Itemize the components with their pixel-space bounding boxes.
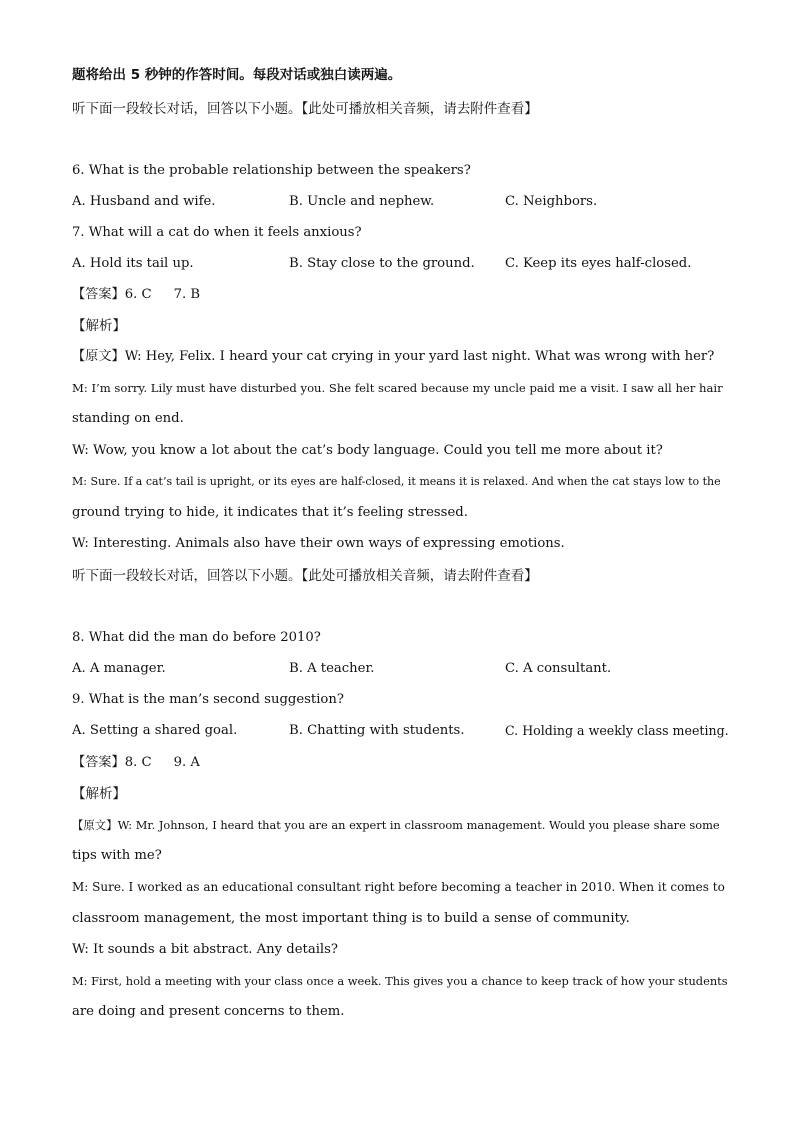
answer-label: 【答案】 <box>72 287 125 302</box>
listen-prompt-1: 听下面一段较长对话，回答以下小题。【此处可播放相关音频，请去附件查看】 <box>72 101 538 117</box>
transcript-1-line-6: ground trying to hide, it indicates that it’s feeling stressed. <box>72 505 468 520</box>
q9-option-a: A. Setting a shared goal. <box>72 723 238 738</box>
q9-option-b: B. Chatting with students. <box>289 723 465 738</box>
transcript-2-line-5: W: It sounds a bit abstract. Any details? <box>72 942 338 957</box>
answer-label: 【答案】 <box>72 755 125 770</box>
transcript-2-line-1: 【原文】W: Mr. Johnson, I heard that you are an expert in classroom management. Would you please share some <box>72 818 720 832</box>
answer-line-1 <box>72 286 200 304</box>
transcript-1-line-2: M: I’m sorry. Lily must have disturbed you. She felt scared because my uncle paid me a visit. I saw all her hair <box>72 381 723 395</box>
q8-option-c: C. A consultant. <box>505 661 612 676</box>
answer-6: 6. C <box>124 287 152 302</box>
q7-option-c: C. Keep its eyes half-closed. <box>505 256 692 271</box>
q7-option-a: A. Hold its tail up. <box>72 256 194 271</box>
transcript-1-line-3: standing on end. <box>72 411 184 426</box>
answer-8: 8. C <box>124 755 152 770</box>
listen-prompt-2: 听下面一段较长对话，回答以下小题。【此处可播放相关音频，请去附件查看】 <box>72 568 538 584</box>
answer-9: 9. A <box>173 755 200 770</box>
answer-line-2 <box>72 754 200 772</box>
original-label: 【原文】 <box>72 349 125 364</box>
q7-option-b: B. Stay close to the ground. <box>289 256 475 271</box>
q6-option-a: A. Husband and wife. <box>72 194 216 209</box>
analysis-label-2: 【解析】 <box>72 786 126 802</box>
transcript-1-line-1: 【原文】W: Hey, Felix. I heard your cat crying in your yard last night. What was wrong with her? <box>72 349 715 364</box>
q6-option-b: B. Uncle and nephew. <box>289 194 435 209</box>
transcript-1-line-7: W: Interesting. Animals also have their own ways of expressing emotions. <box>72 536 565 551</box>
question-8: 8. What did the man do before 2010? <box>72 630 321 645</box>
transcript-1-line-4: W: Wow, you know a lot about the cat’s body language. Could you tell me more about it? <box>72 443 663 458</box>
question-9: 9. What is the man’s second suggestion? <box>72 692 344 707</box>
q9-option-c: C. Holding a weekly class meeting. <box>505 723 729 738</box>
transcript-2-line-3: M: Sure. I worked as an educational consultant right before becoming a teacher in 2010. When it comes to <box>72 880 725 894</box>
q8-option-a: A. A manager. <box>72 661 166 676</box>
question-6: 6. What is the probable relationship between the speakers? <box>72 163 471 178</box>
original-label: 【原文】 <box>72 818 118 832</box>
exam-instruction: 题将给出 5 秒钟的作答时间。每段对话或独白读两遍。 <box>72 67 402 83</box>
answer-7: 7. B <box>173 287 201 302</box>
question-7: 7. What will a cat do when it feels anxious? <box>72 225 362 240</box>
analysis-label-1: 【解析】 <box>72 318 126 334</box>
transcript-2-line-6: M: First, hold a meeting with your class once a week. This gives you a chance to keep track of how your students <box>72 974 728 988</box>
transcript-2-line-7: are doing and present concerns to them. <box>72 1004 345 1019</box>
transcript-2-line-4: classroom management, the most important thing is to build a sense of community. <box>72 911 630 926</box>
transcript-2-line-2: tips with me? <box>72 848 162 863</box>
q8-option-b: B. A teacher. <box>289 661 375 676</box>
q6-option-c: C. Neighbors. <box>505 194 598 209</box>
transcript-1-line-5: M: Sure. If a cat’s tail is upright, or its eyes are half-closed, it means it is relaxed. And when the cat stays low to the <box>72 475 721 488</box>
